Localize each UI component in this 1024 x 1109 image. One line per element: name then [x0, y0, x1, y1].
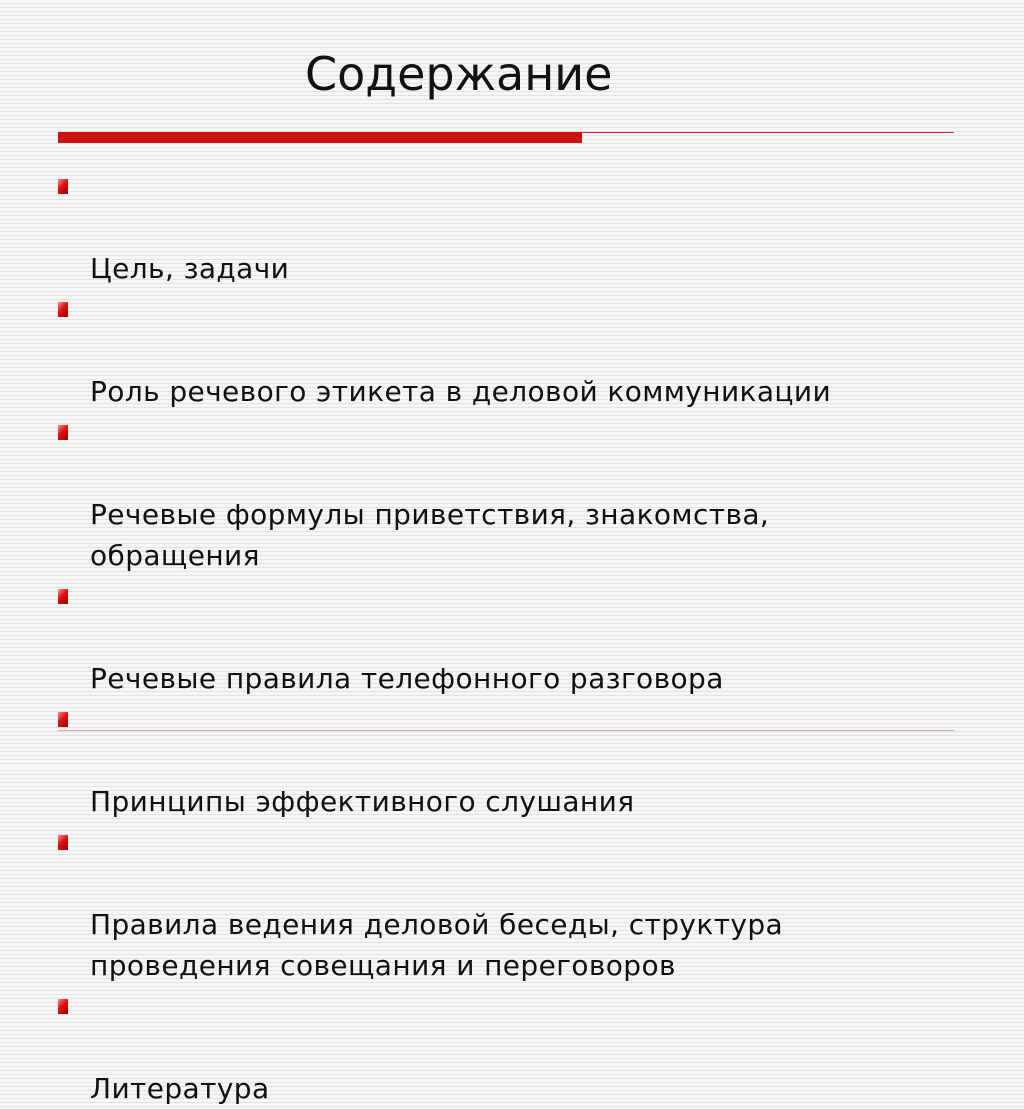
red-square-bullet-icon: [58, 712, 68, 727]
slide-title: Содержание: [305, 47, 613, 101]
red-square-bullet-icon: [58, 835, 68, 850]
list-item-text: Правила ведения деловой беседы, структура проведения совещания и переговоров: [90, 908, 784, 982]
list-item-text: Роль речевого этикета в деловой коммуникации: [90, 375, 832, 408]
list-item-text: Речевые формулы приветствия, знакомства, обращения: [90, 498, 770, 572]
red-square-bullet-icon: [58, 425, 68, 440]
contents-list: [56, 166, 986, 1109]
title-underline-thin: [582, 132, 954, 133]
list-item: [56, 699, 986, 822]
red-square-bullet-icon: [58, 589, 68, 604]
title-underline-thick: [58, 132, 582, 143]
list-item: [56, 412, 986, 576]
list-item-text: Цель, задачи: [90, 252, 290, 285]
list-item: [56, 986, 986, 1109]
bottom-divider: [58, 730, 954, 731]
list-item: [56, 822, 986, 986]
list-item: [56, 166, 986, 289]
list-item: [56, 576, 986, 699]
list-item-text: Принципы эффективного слушания: [90, 785, 635, 818]
list-item: [56, 289, 986, 412]
red-square-bullet-icon: [58, 999, 68, 1014]
list-item-text: Речевые правила телефонного разговора: [90, 662, 724, 695]
list-item-text: Литература: [90, 1072, 270, 1105]
red-square-bullet-icon: [58, 302, 68, 317]
red-square-bullet-icon: [58, 179, 68, 194]
